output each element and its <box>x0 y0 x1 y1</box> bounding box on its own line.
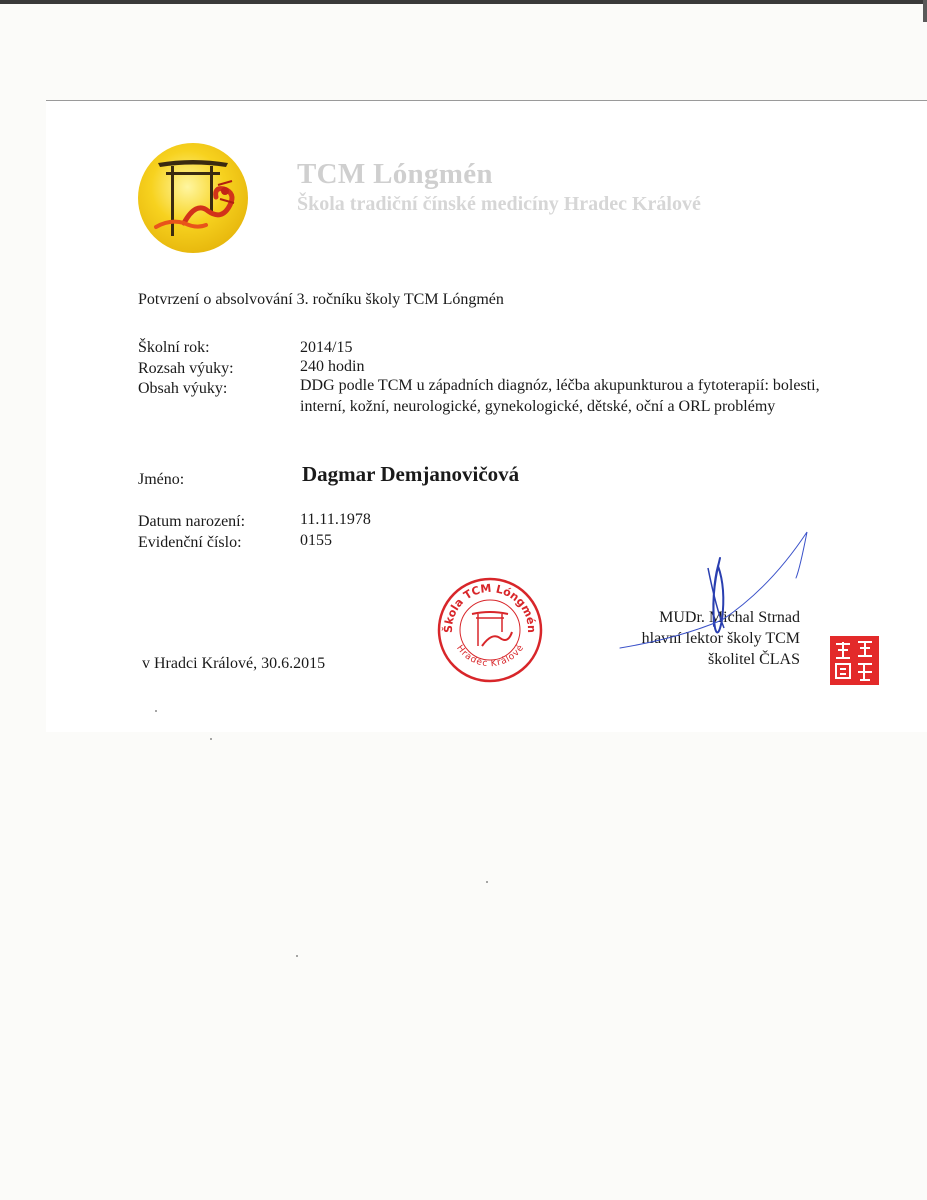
signatory-title: školitel ČLAS <box>707 651 800 668</box>
red-chinese-seal-icon <box>830 636 879 685</box>
stamp-bottom-text: Hradec Králové <box>454 643 527 670</box>
content-label: Obsah výuky: <box>138 380 228 397</box>
torii-dragon-logo-icon <box>136 141 250 255</box>
record-number-label: Evidenční číslo: <box>138 534 242 551</box>
signatory-role: hlavní lektor školy TCM <box>641 630 800 647</box>
scan-speck <box>155 710 157 712</box>
hours-value: 240 hodin <box>300 358 365 375</box>
record-number-value: 0155 <box>300 532 332 549</box>
school-stamp <box>436 576 544 684</box>
top-rule <box>46 100 927 101</box>
scan-speck <box>210 738 212 740</box>
signatory-name: MUDr. Michal Strnad <box>659 609 800 626</box>
name-label: Jméno: <box>138 471 185 488</box>
school-year-value: 2014/15 <box>300 339 353 356</box>
certificate-heading: Potvrzení o absolvování 3. ročníku školy TCM Lóngmén <box>138 291 504 308</box>
scan-edge-corner <box>923 0 927 22</box>
birth-date-value: 11.11.1978 <box>300 511 371 528</box>
school-name-title: TCM Lóngmén <box>297 158 493 190</box>
birth-date-label: Datum narození: <box>138 513 246 530</box>
scan-edge <box>0 0 927 4</box>
scan-speck <box>296 955 298 957</box>
name-value: Dagmar Demjanovičová <box>302 462 520 486</box>
hours-label: Rozsah výuky: <box>138 360 234 377</box>
school-year-label: Školní rok: <box>138 339 210 356</box>
school-subtitle: Škola tradiční čínské medicíny Hradec Králové <box>297 193 701 215</box>
stamp-top-text: Škola TCM Lóngmén <box>441 581 539 634</box>
scan-speck <box>486 881 488 883</box>
place-and-date: v Hradci Králové, 30.6.2015 <box>142 655 326 672</box>
content-value: DDG podle TCM u západních diagnóz, léčba akupunkturou a fytoterapií: bolesti, interní, kožní, neurologické, gynekologické, dětské, oční a ORL problémy <box>300 377 820 415</box>
